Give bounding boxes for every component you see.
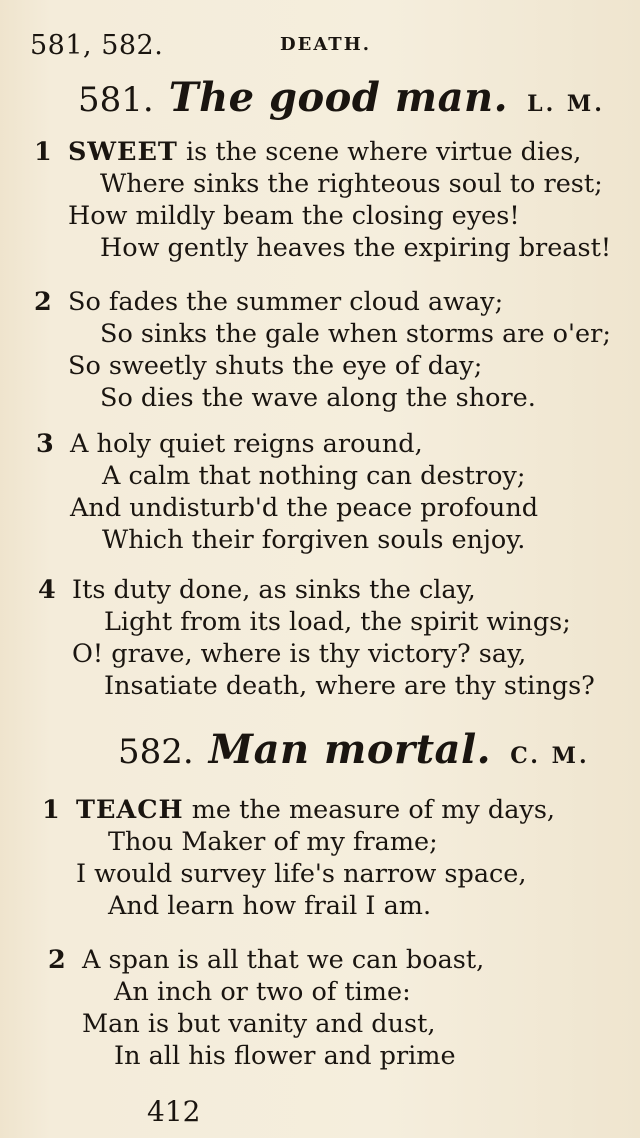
- verse-number: 2: [34, 287, 52, 317]
- verse-line: Thou Maker of my frame;: [108, 827, 438, 857]
- verse-line: So dies the wave along the shore.: [100, 383, 536, 413]
- verse-line: I would survey life's narrow space,: [76, 859, 527, 889]
- line-text: is the scene where virtue dies,: [177, 137, 582, 167]
- verse-line: How mildly beam the closing eyes!: [68, 201, 520, 231]
- verse-line: Light from its load, the spirit wings;: [104, 607, 571, 637]
- verse-line: And learn how frail I am.: [108, 891, 432, 921]
- first-word: SWEET: [68, 137, 178, 167]
- verse-line: O! grave, where is thy victory? say,: [72, 639, 527, 669]
- hymn-meter: C. M.: [510, 743, 590, 769]
- hymn-number: 581.: [78, 80, 154, 120]
- verse-line: An inch or two of time:: [114, 977, 411, 1007]
- verse-line: How gently heaves the expiring breast!: [100, 233, 612, 263]
- page-number: 412: [147, 1095, 201, 1128]
- running-head: [30, 30, 590, 64]
- verse-line: So sweetly shuts the eye of day;: [68, 351, 483, 381]
- section-title: DEATH.: [280, 34, 371, 55]
- verse-number: 3: [36, 429, 54, 459]
- verse-582-2: [48, 944, 640, 1072]
- verse-line: [38, 574, 640, 606]
- verse-582-1: [42, 794, 640, 922]
- verse-line: In all his flower and prime: [114, 1041, 456, 1071]
- verse-number: 1: [34, 137, 52, 167]
- verse-581-3: [36, 428, 640, 556]
- verse-line: Insatiate death, where are thy stings?: [104, 671, 595, 701]
- line-text: A holy quiet reigns around,: [70, 429, 423, 459]
- hymn-title: Man mortal.: [208, 726, 492, 773]
- line-text: So fades the summer cloud away;: [68, 287, 504, 317]
- verse-line: [48, 944, 640, 976]
- verse-line: And undisturb'd the peace profound: [70, 493, 539, 523]
- verse-line: Where sinks the righteous soul to rest;: [100, 169, 603, 199]
- line-text: Its duty done, as sinks the clay,: [72, 575, 476, 605]
- first-word: TEACH: [76, 795, 184, 825]
- verse-line: [34, 286, 640, 318]
- verse-line: Which their forgiven souls enjoy.: [102, 525, 526, 555]
- hymn-range: 581, 582.: [30, 30, 164, 61]
- verse-581-1: [34, 136, 640, 264]
- hymn-title: The good man.: [168, 74, 508, 121]
- verse-number: 2: [48, 945, 66, 975]
- verse-581-4: [38, 574, 640, 702]
- verse-line: [36, 428, 640, 460]
- hymn-heading-581: [78, 74, 605, 121]
- line-text: me the measure of my days,: [183, 795, 556, 825]
- verse-line: So sinks the gale when storms are o'er;: [100, 319, 611, 349]
- hymn-meter: L. M.: [527, 91, 605, 117]
- verse-line: [42, 794, 640, 826]
- verse-number: 4: [38, 575, 56, 605]
- verse-line: A calm that nothing can destroy;: [102, 461, 526, 491]
- hymn-heading-582: [118, 726, 590, 773]
- line-text: A span is all that we can boast,: [82, 945, 485, 975]
- verse-581-2: [34, 286, 640, 414]
- verse-line: Man is but vanity and dust,: [82, 1009, 436, 1039]
- verse-number: 1: [42, 795, 60, 825]
- hymn-number: 582.: [118, 732, 194, 772]
- verse-line: [34, 136, 640, 168]
